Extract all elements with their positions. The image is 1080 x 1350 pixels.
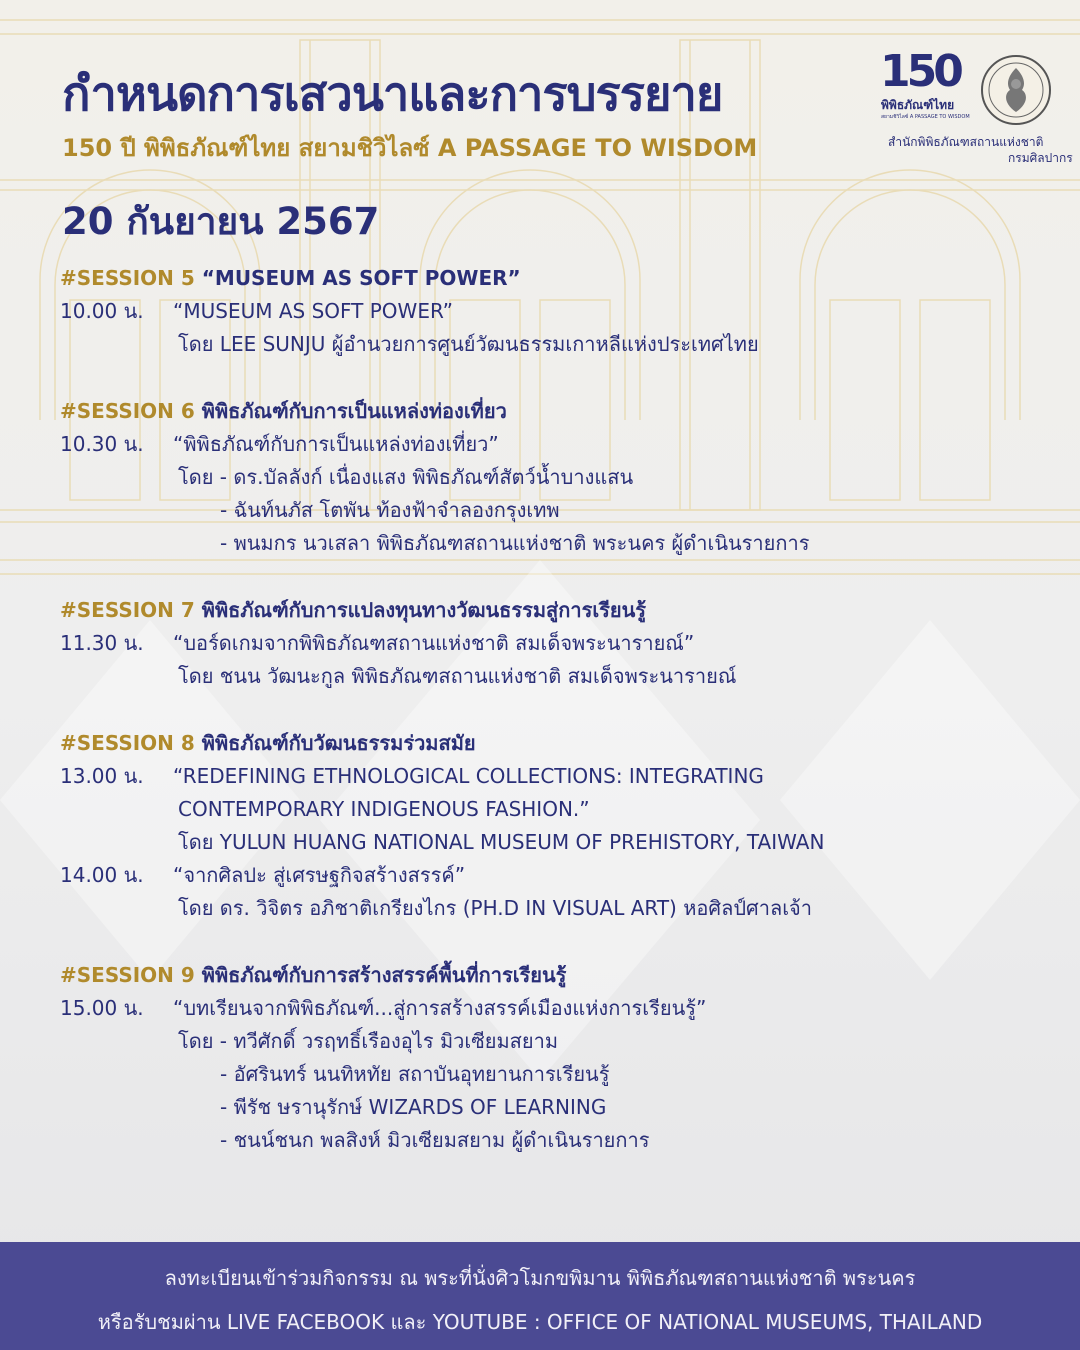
time-label: 13.00 น. (60, 764, 144, 788)
time-label: 15.00 น. (60, 996, 144, 1020)
session-tag: #SESSION 6 (60, 399, 195, 423)
schedule-line (60, 527, 1050, 560)
session-topic: พิพิธภัณฑ์กับการแปลงทุนทางวัฒนธรรมสู่การเรียนรู้ (201, 598, 647, 622)
fine-arts-seal-icon (980, 54, 1052, 126)
session-6 (60, 395, 1050, 560)
session-topic: พิพิธภัณฑ์กับการสร้างสรรค์พื้นที่การเรียนรู้ (201, 963, 567, 987)
schedule-line (60, 328, 1050, 361)
talk-title: “บอร์ดเกมจากพิพิธภัณฑสถานแห่งชาติ สมเด็จพระนารายณ์” (173, 631, 695, 655)
moderator-line: - ชนน์ชนก พลสิงห์ มิวเซียมสยาม ผู้ดำเนินรายการ (220, 1128, 650, 1152)
talk-title: “REDEFINING ETHNOLOGICAL COLLECTIONS: INTEGRATING (173, 764, 764, 788)
schedule-line (60, 859, 1050, 892)
anniversary-name: พิพิธภัณฑ์ไทย (881, 98, 955, 112)
schedule-line (60, 1124, 1050, 1157)
livestream-info: หรือรับชมผ่าน LIVE FACEBOOK และ YOUTUBE : OFFICE OF NATIONAL MUSEUMS, THAILAND (97, 1310, 983, 1334)
schedule-line (60, 1058, 1050, 1091)
schedule-line (60, 494, 1050, 527)
org-name-line1: สำนักพิพิธภัณฑสถานแห่งชาติ (888, 135, 1044, 149)
session-heading (60, 594, 1050, 627)
session-heading (60, 262, 1050, 295)
speaker-line: - อัศรินทร์ นนทิหทัย สถาบันอุทยานการเรียนรู้ (220, 1062, 610, 1086)
talk-title: “บทเรียนจากพิพิธภัณฑ์...สู่การสร้างสรรค์เมืองแห่งการเรียนรู้” (173, 996, 707, 1020)
session-5 (60, 262, 1050, 361)
footer-banner (0, 1242, 1080, 1350)
talk-title: “MUSEUM AS SOFT POWER” (173, 299, 453, 323)
speaker-line: - ฉันท์นภัส โตพัน ท้องฟ้าจำลองกรุงเทพ (220, 498, 560, 522)
schedule-line (60, 428, 1050, 461)
time-label: 10.30 น. (60, 432, 144, 456)
session-heading (60, 727, 1050, 760)
speaker-line: โดย ดร. วิจิตร อภิชาติเกรียงไกร (PH.D IN VISUAL ART) หอศิลป์ศาลเจ้า (178, 896, 813, 920)
schedule-line (60, 892, 1050, 925)
anniversary-tagline: สยามชิวิไลซ์ A PASSAGE TO WISDOM (881, 114, 970, 120)
moderator-line: - พนมกร นวเสลา พิพิธภัณฑสถานแห่งชาติ พระนคร ผู้ดำเนินรายการ (220, 531, 810, 555)
session-topic: “MUSEUM AS SOFT POWER” (201, 266, 521, 290)
talk-title: “พิพิธภัณฑ์กับการเป็นแหล่งท่องเที่ยว” (173, 432, 499, 456)
speaker-line: โดย ชนน วัฒนะกูล พิพิธภัณฑสถานแห่งชาติ สมเด็จพระนารายณ์ (178, 664, 737, 688)
session-tag: #SESSION 5 (60, 266, 195, 290)
schedule-line (60, 760, 1050, 793)
time-label: 14.00 น. (60, 863, 144, 887)
schedule-line (60, 992, 1050, 1025)
registration-info: ลงทะเบียนเข้าร่วมกิจกรรม ณ พระที่นั่งศิวโมกขพิมาน พิพิธภัณฑสถานแห่งชาติ พระนคร (164, 1266, 916, 1290)
schedule (60, 262, 1050, 1191)
schedule-line (60, 660, 1050, 693)
event-date: 20 กันยายน 2567 (62, 200, 380, 243)
schedule-line (60, 461, 1050, 494)
session-9 (60, 959, 1050, 1157)
session-tag: #SESSION 7 (60, 598, 195, 622)
session-topic: พิพิธภัณฑ์กับการเป็นแหล่งท่องเที่ยว (201, 399, 507, 423)
schedule-line (60, 627, 1050, 660)
schedule-line (60, 1025, 1050, 1058)
page-title: กำหนดการเสวนาและการบรรยาย (62, 67, 723, 122)
schedule-line (60, 295, 1050, 328)
talk-title-continued: CONTEMPORARY INDIGENOUS FASHION.” (178, 797, 590, 821)
schedule-line (60, 1091, 1050, 1124)
session-tag: #SESSION 9 (60, 963, 195, 987)
anniversary-logo (880, 46, 976, 122)
speaker-line: โดย LEE SUNJU ผู้อำนวยการศูนย์วัฒนธรรมเกาหลีแห่งประเทศไทย (178, 332, 759, 356)
page-subtitle: 150 ปี พิพิธภัณฑ์ไทย สยามชิวิไลซ์ A PASSAGE TO WISDOM (62, 134, 758, 162)
session-heading (60, 959, 1050, 992)
schedule-line (60, 826, 1050, 859)
time-label: 10.00 น. (60, 299, 144, 323)
schedule-line (60, 793, 1050, 826)
org-name-line2: กรมศิลปากร (1008, 151, 1073, 165)
session-heading (60, 395, 1050, 428)
session-8 (60, 727, 1050, 925)
speaker-line: โดย YULUN HUANG NATIONAL MUSEUM OF PREHISTORY, TAIWAN (178, 830, 825, 854)
anniversary-number: 150 (880, 46, 960, 97)
speaker-line: - พีรัช ษรานุรักษ์ WIZARDS OF LEARNING (220, 1095, 607, 1119)
session-tag: #SESSION 8 (60, 731, 195, 755)
speaker-line: โดย - ดร.บัลลังก์ เนื่องแสง พิพิธภัณฑ์สัตว์น้ำบางแสน (178, 465, 634, 489)
time-label: 11.30 น. (60, 631, 144, 655)
session-topic: พิพิธภัณฑ์กับวัฒนธรรมร่วมสมัย (201, 731, 476, 755)
session-7 (60, 594, 1050, 693)
speaker-line: โดย - ทวีศักดิ์ วรฤทธิ์เรืองอุไร มิวเซียมสยาม (178, 1029, 559, 1053)
talk-title: “จากศิลปะ สู่เศรษฐกิจสร้างสรรค์” (173, 863, 466, 887)
